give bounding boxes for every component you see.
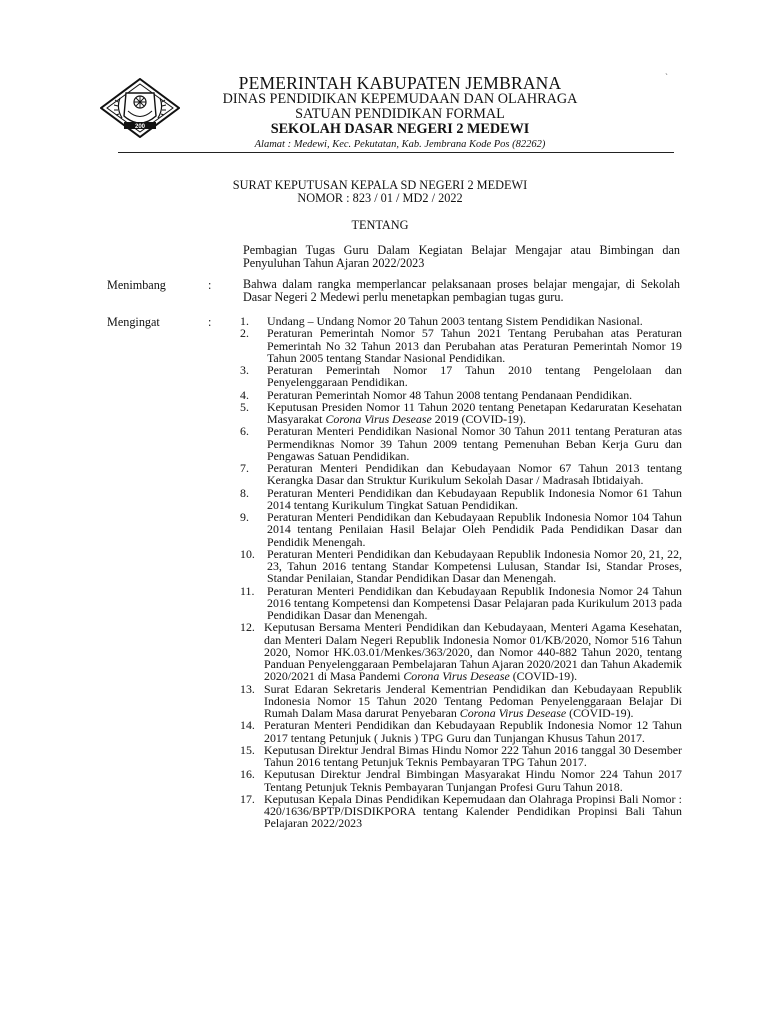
decree-title-line: SURAT KEPUTUSAN KEPALA SD NEGERI 2 MEDEWI [232, 178, 528, 192]
list-item-text: Peraturan Pemerintah Nomor 57 Tahun 2021 Tentang Perubahan atas Peraturan Pemerintah No 32 Tahun 2013 dan Perubahan atas Peraturan Pemerintah Nomor 19 Tahun 2005 tentang Standar Nasional Pendidikan. [267, 326, 682, 365]
list-item-number: 5. [240, 399, 249, 414]
list-item [240, 548, 682, 585]
jembrana-regency-emblem [100, 78, 180, 138]
letterhead-department: DINAS PENDIDIKAN KEPEMUDAAN DAN OLAHRAGA [222, 91, 578, 108]
list-item-text-part: Keputusan Presiden Nomor 11 Tahun 2020 tentang Penetapan Kedaruratan Kesehatan Masyarakat [267, 399, 682, 426]
list-item-number: 11. [240, 583, 255, 598]
list-item [240, 327, 682, 364]
list-item-text: Peraturan Menteri Pendidikan dan Kebudayaan Nomor 67 Tahun 2013 tentang Kerangka Dasar dan Struktur Kurikulum Sekolah Dasar / Madrasah Ibtidaiyah. [267, 461, 682, 488]
list-item [240, 719, 682, 744]
letterhead-unit: SATUAN PENDIDIKAN FORMAL [295, 106, 505, 123]
decree-title [160, 179, 600, 205]
list-item-italic-term: Corona Virus Desease [459, 706, 567, 720]
list-item-italic-term: Corona Virus Desease [403, 669, 510, 684]
menimbang-text: Bahwa dalam rangka memperlancar pelaksanaan proses belajar mengajar, di Sekolah Dasar Negeri 2 Medewi perlu menetapkan pembagian tugas guru. [243, 277, 680, 305]
list-item-text-part: (COVID-19). [509, 669, 578, 684]
list-item-number: 4. [240, 387, 249, 402]
list-item [240, 621, 682, 682]
list-item-number: 3. [240, 363, 249, 377]
letterhead-government: PEMERINTAH KABUPATEN JEMBRANA [238, 73, 562, 93]
list-item-text: Peraturan Pemerintah Nomor 17 Tahun 2010 tentang Pengelolaan dan Penyelenggaraan Pendidikan. [267, 363, 682, 390]
letterhead [200, 74, 600, 150]
list-item-text: Peraturan Menteri Pendidikan dan Kebudayaan Republik Indonesia Nomor 61 Tahun 2014 tentang Kurikulum Tingkat Satuan Pendidikan. [267, 485, 682, 512]
decree-about-heading: TENTANG [351, 218, 409, 232]
list-item-text: Undang – Undang Nomor 20 Tahun 2003 tentang Sistem Pendidikan Nasional. [267, 314, 643, 328]
list-item [240, 401, 682, 426]
list-item-italic-term: Corona Virus Desease [325, 412, 432, 426]
list-item-text-part: (COVID-19). [566, 706, 634, 720]
letterhead-address: Alamat : Medewi, Kec. Pekutatan, Kab. Jembrana Kode Pos (82262) [254, 139, 546, 151]
list-item-text-part: Surat Edaran Sekretaris Jenderal Kementrian Pendidikan dan Kebudayaan Republik Indonesia Nomor 15 Tahun 2020 Tentang Pedoman Penyelenggaraan Belajar Di Rumah Dalam Masa darurat Penyebaran [264, 681, 682, 720]
list-item-text: Peraturan Pemerintah Nomor 48 Tahun 2008 tentang Pendanaan Pendidikan. [267, 387, 633, 402]
mengingat-label: Mengingat [107, 315, 160, 329]
list-item-text: Peraturan Menteri Pendidikan dan Kebudayaan Republik Indonesia Nomor 20, 21, 22, 23, Tahun 2016 tentang Standar Kompetensi Lulusan, Standar Isi, Standar Proses, Standar Penilaian, Standar Pendidikan Dasar dan Menengah. [267, 546, 682, 586]
list-item-number: 8. [240, 485, 249, 500]
emblem-banner-text: 200 [134, 124, 146, 130]
list-item [240, 793, 682, 830]
list-item-text: Peraturan Menteri Pendidikan dan Kebudayaan Republik Indonesia Nomor 12 Tahun 2017 tentang Petunjuk ( Juknis ) TPG Guru dan Tunjangan Khusus Tahun 2017. [264, 718, 682, 745]
list-item-text: Peraturan Menteri Pendidikan Nasional Nomor 30 Tahun 2011 tentang Peraturan atas Permendiknas Nomor 39 Tahun 2009 tentang Pemenuhan Beban Kerja Guru dan Pengawas Satuan Pendidikan. [267, 424, 682, 463]
list-item-number: 15. [240, 742, 255, 757]
list-item-number: 14. [240, 718, 255, 733]
list-item-number: 17. [240, 791, 255, 806]
list-item-number: 16. [240, 767, 255, 782]
letterhead-school: SEKOLAH DASAR NEGERI 2 MEDEWI [270, 121, 530, 138]
corner-mark: ` [665, 72, 668, 82]
list-item [240, 425, 682, 462]
list-item [240, 744, 682, 769]
list-item-number: 10. [240, 546, 255, 561]
list-item-number: 2. [240, 326, 249, 341]
list-item-text: Keputusan Direktur Jendral Bimbingan Masyarakat Hindu Nomor 224 Tahun 2017 Tentang Petunjuk Teknis Pembayaran Tunjangan Profesi Guru Tahun 2018. [264, 767, 682, 794]
list-item-number: 1. [240, 314, 249, 328]
list-item-number: 6. [240, 424, 249, 439]
list-item-text: Peraturan Menteri Pendidikan dan Kebudayaan Republik Indonesia Nomor 24 Tahun 2016 tentang Kompetensi dan Kompetensi Dasar Pelajaran pada Kurikulum 2013 pada Pendidikan Dasar dan Menengah. [267, 583, 682, 622]
list-item-text-part: Keputusan Bersama Menteri Pendidikan dan Kebudayaan, Menteri Agama Kesehatan, dan Menteri Dalam Negeri Republik Indonesia Nomor 01/KB/2020, Nomor 516 Tahun 2020, Nomor HK.03.01/Menkes/363/2020, dan Nomor 440-882 Tahun 2020, tentang Panduan Penyelenggaraan Pembelajaran Tahun Ajaran 2020/2021 dan Tahun Akademik 2020/2021 di Masa Pandemi [264, 620, 682, 684]
list-item-text [264, 683, 682, 720]
list-item [240, 462, 682, 487]
list-item-number: 7. [240, 461, 249, 475]
list-item [240, 364, 682, 389]
list-item-text-part: 2019 (COVID-19). [431, 412, 526, 426]
list-item-text: Peraturan Menteri Pendidikan dan Kebudayaan Republik Indonesia Nomor 104 Tahun 2014 tentang Penilaian Hasil Belajar Oleh Pendidik Pada Pendidikan Dasar dan Pendidik Menengah. [267, 510, 682, 549]
mengingat-colon: : [208, 315, 212, 329]
menimbang-label: Menimbang [107, 278, 166, 292]
list-item [240, 683, 682, 720]
list-item [240, 768, 682, 793]
list-item-number: 13. [240, 681, 255, 696]
list-item-text: Keputusan Kepala Dinas Pendidikan Kepemudaan dan Olahraga Propinsi Bali Nomor : 420/1636/BPTP/DISDIKPORA tentang Kalender Pendidikan Propinsi Bali Tahun Pelajaran 2022/2023 [264, 791, 682, 831]
list-item [240, 585, 682, 622]
menimbang-colon: : [208, 278, 212, 292]
list-item [240, 511, 682, 548]
list-item-text [264, 621, 682, 682]
list-item [240, 487, 682, 512]
list-item-text [267, 401, 682, 426]
list-item-number: 9. [240, 510, 249, 524]
list-item-text: Keputusan Direktur Jendral Bimas Hindu Nomor 222 Tahun 2016 tanggal 30 Desember Tahun 2016 tentang Petunjuk Teknis Pembayaran TPG Tahun 2017. [264, 742, 683, 769]
list-item-number: 12. [240, 620, 255, 635]
letterhead-divider [118, 152, 674, 153]
mengingat-list [240, 315, 682, 830]
decree-number: NOMOR : 823 / 01 / MD2 / 2022 [297, 191, 463, 205]
decree-subject: Pembagian Tugas Guru Dalam Kegiatan Belajar Mengajar atau Bimbingan dan Penyuluhan Tahun Ajaran 2022/2023 [243, 243, 680, 271]
